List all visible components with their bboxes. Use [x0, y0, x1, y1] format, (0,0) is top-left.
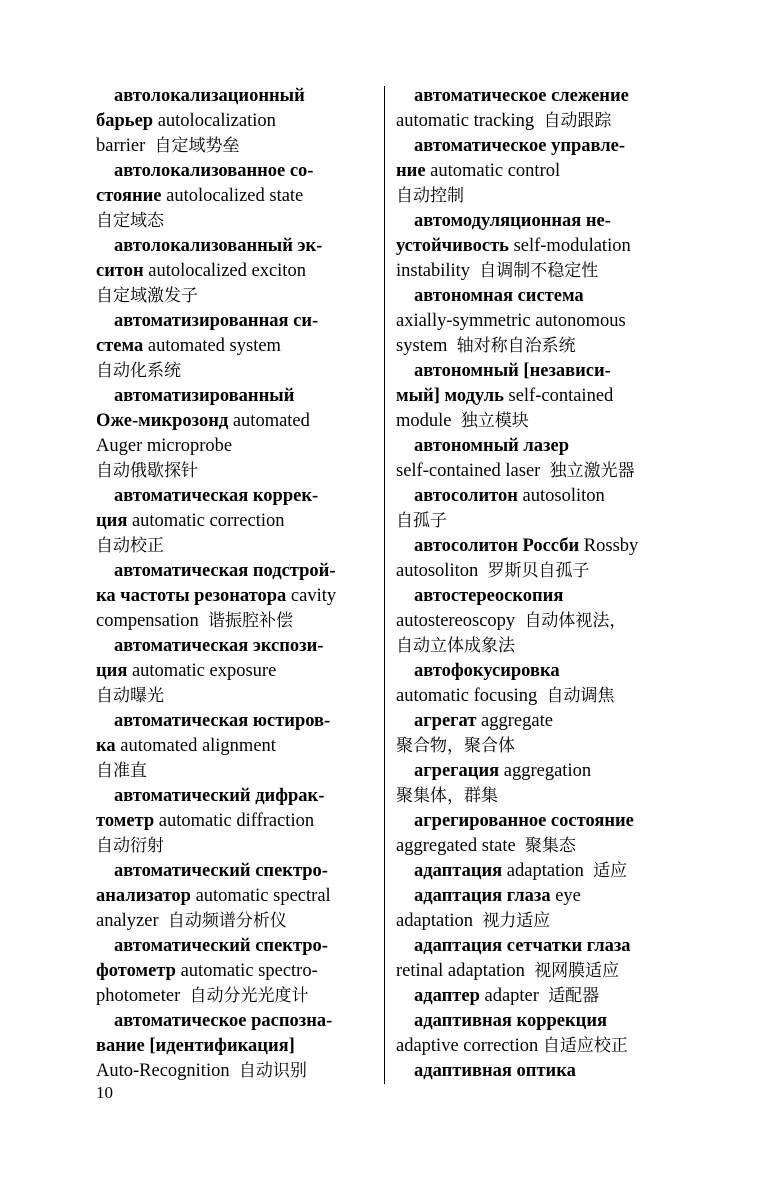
entry-headword-line — [396, 359, 686, 384]
entry-line — [396, 384, 686, 409]
chinese-translation: 自定域激发子 — [96, 286, 198, 306]
russian-term: адаптация — [414, 861, 503, 881]
entry-headword-line — [96, 384, 368, 409]
russian-term: автоматический дифрак- — [114, 786, 325, 806]
english-translation: self-modulation — [508, 236, 631, 256]
english-translation: instability — [396, 261, 480, 281]
dictionary-entry — [96, 934, 368, 1009]
chinese-translation: 自动校正 — [96, 536, 164, 556]
dictionary-entry — [96, 84, 368, 159]
russian-term: автономный лазер — [414, 436, 569, 456]
chinese-translation: 自准直 — [96, 761, 147, 781]
chinese-translation: 自动俄歇探针 — [96, 461, 198, 481]
entry-line — [96, 459, 368, 484]
entry-headword-line — [396, 134, 686, 159]
dictionary-entry — [396, 534, 686, 584]
russian-term: ка — [96, 736, 116, 756]
russian-term: автолокализованный эк- — [114, 236, 323, 256]
entry-line — [96, 434, 368, 459]
english-translation: system — [396, 336, 457, 356]
dictionary-entry — [396, 884, 686, 934]
entry-line — [396, 459, 686, 484]
dictionary-entry — [396, 984, 686, 1009]
russian-term: адаптивная оптика — [414, 1061, 576, 1081]
russian-term: автоматизированный — [114, 386, 295, 406]
russian-term: автолокализационный — [114, 86, 305, 106]
entry-line — [96, 659, 368, 684]
russian-term: автоматическое распозна- — [114, 1011, 333, 1031]
chinese-translation: 聚合物，聚合体 — [396, 736, 515, 756]
entry-line — [396, 959, 686, 984]
russian-term: вание [идентификация] — [96, 1036, 295, 1056]
entry-headword-line — [96, 234, 368, 259]
dictionary-entry — [396, 209, 686, 284]
russian-term: адаптивная коррекция — [414, 1011, 607, 1031]
english-translation: autostereoscopy — [396, 611, 525, 631]
dictionary-entry — [396, 1059, 686, 1084]
entry-headword-line — [396, 209, 686, 234]
entry-line — [96, 984, 368, 1009]
russian-term: устойчивость — [396, 236, 509, 256]
entry-line — [396, 784, 686, 809]
chinese-translation: 谐振腔补偿 — [208, 611, 294, 631]
dictionary-entry — [96, 1009, 368, 1084]
english-translation: automatic exposure — [127, 661, 277, 681]
english-translation: autosoliton — [517, 486, 605, 506]
english-translation: autolocalization — [153, 111, 276, 131]
dictionary-entry — [396, 659, 686, 709]
russian-term: анализатор — [96, 886, 191, 906]
english-translation: photometer — [96, 986, 190, 1006]
english-translation: Auger microprobe — [96, 436, 233, 456]
entry-line — [96, 134, 368, 159]
chinese-translation: 适配器 — [548, 986, 600, 1006]
dictionary-entry — [396, 934, 686, 984]
russian-term: ция — [96, 511, 128, 531]
entry-line — [96, 834, 368, 859]
entry-headword-line — [96, 784, 368, 809]
entry-headword-line — [396, 884, 686, 909]
chinese-translation: 自动体视法， — [524, 611, 627, 631]
dictionary-entry — [396, 284, 686, 359]
english-translation: retinal adaptation — [396, 961, 535, 981]
english-translation: analyzer — [96, 911, 168, 931]
entry-headword-line — [396, 709, 686, 734]
chinese-translation: 视网膜适应 — [534, 961, 620, 981]
dictionary-entry — [396, 359, 686, 434]
russian-term: адаптация сетчатки глаза — [414, 936, 631, 956]
chinese-translation: 自动曝光 — [96, 686, 164, 706]
english-translation: autosoliton — [396, 561, 488, 581]
chinese-translation: 自动跟踪 — [543, 111, 612, 131]
english-translation: Auto-Recognition — [96, 1061, 239, 1081]
dictionary-entry — [96, 859, 368, 934]
entry-headword-line — [96, 859, 368, 884]
dictionary-entry — [396, 759, 686, 809]
entry-line — [96, 509, 368, 534]
russian-term: агрегат — [414, 711, 477, 731]
entry-headword-line — [396, 984, 686, 1009]
dictionary-entry — [96, 159, 368, 234]
chinese-translation: 自定域势垒 — [154, 136, 240, 156]
dictionary-entry — [396, 134, 686, 209]
english-translation: automatic control — [425, 161, 561, 181]
entry-headword-line — [96, 484, 368, 509]
entry-line — [396, 259, 686, 284]
russian-term: автолокализованное со- — [114, 161, 314, 181]
russian-term: автоматическое слежение — [414, 86, 629, 106]
english-translation: automatic tracking — [396, 111, 544, 131]
entry-line — [96, 334, 368, 359]
entry-line — [96, 359, 368, 384]
entry-line — [396, 159, 686, 184]
russian-term: адаптер — [414, 986, 480, 1006]
entry-headword-line — [396, 434, 686, 459]
russian-term: ция — [96, 661, 128, 681]
english-translation: automatic spectral — [190, 886, 331, 906]
entry-line — [396, 609, 686, 634]
entry-headword-line — [396, 1009, 686, 1034]
chinese-translation: 自动衍射 — [96, 836, 164, 856]
entry-line — [396, 834, 686, 859]
russian-term: автономная система — [414, 286, 584, 306]
dictionary-entry — [96, 309, 368, 384]
english-translation: adapter — [479, 986, 549, 1006]
english-translation: compensation — [96, 611, 209, 631]
russian-term: автомодуляционная не- — [414, 211, 611, 231]
chinese-translation: 自动识别 — [238, 1061, 307, 1081]
entry-headword-line — [96, 1009, 368, 1034]
entry-line — [396, 1034, 686, 1059]
russian-term: адаптация глаза — [414, 886, 551, 906]
russian-term: автоматический спектро- — [114, 861, 328, 881]
english-translation: automated — [228, 411, 310, 431]
entry-headword-line — [396, 759, 686, 784]
english-translation: self-contained — [503, 386, 614, 406]
english-translation: adaptation — [396, 911, 483, 931]
dictionary-entry — [396, 1009, 686, 1059]
chinese-translation: 自定域态 — [96, 211, 164, 231]
entry-line — [96, 809, 368, 834]
russian-term: тометр — [96, 811, 155, 831]
dictionary-entry — [96, 709, 368, 784]
english-translation: eye — [550, 886, 581, 906]
entry-line — [96, 884, 368, 909]
entry-line — [96, 284, 368, 309]
column-divider — [384, 86, 385, 1084]
english-translation: automated system — [143, 336, 281, 356]
entry-headword-line — [396, 859, 686, 884]
dictionary-entry — [96, 559, 368, 634]
english-translation: automatic focusing — [396, 686, 547, 706]
english-translation: self-contained laser — [396, 461, 550, 481]
entry-line — [96, 534, 368, 559]
entry-headword-line — [96, 709, 368, 734]
entry-line — [396, 334, 686, 359]
russian-term: автоматическое управле- — [414, 136, 626, 156]
entry-line — [396, 509, 686, 534]
dictionary-entry — [396, 434, 686, 484]
chinese-translation: 聚集态 — [524, 836, 576, 856]
entry-headword-line — [96, 634, 368, 659]
english-translation: adaptation — [502, 861, 594, 881]
entry-line — [96, 959, 368, 984]
english-translation: aggregate — [476, 711, 553, 731]
chinese-translation: 自调制不稳定性 — [479, 261, 599, 281]
chinese-translation: 自动立体成象法 — [396, 636, 515, 656]
entry-line — [396, 909, 686, 934]
dictionary-entry — [96, 484, 368, 559]
chinese-translation: 自孤子 — [396, 511, 447, 531]
chinese-translation: 轴对称自治系统 — [456, 336, 576, 356]
entry-headword-line — [396, 284, 686, 309]
english-translation: Rossby — [579, 536, 639, 556]
entry-headword-line — [96, 84, 368, 109]
entry-line — [96, 109, 368, 134]
russian-term: стояние — [96, 186, 162, 206]
entry-line — [396, 184, 686, 209]
chinese-translation: 视力适应 — [482, 911, 551, 931]
entry-line — [396, 684, 686, 709]
entry-line — [396, 109, 686, 134]
dictionary-entry — [396, 84, 686, 134]
entry-line — [396, 734, 686, 759]
entry-headword-line — [396, 84, 686, 109]
entry-line — [96, 609, 368, 634]
english-translation: autolocalized state — [161, 186, 304, 206]
chinese-translation: 独立激光器 — [549, 461, 635, 481]
english-translation: barrier — [96, 136, 155, 156]
russian-term: стема — [96, 336, 144, 356]
entry-line — [96, 184, 368, 209]
russian-term: мый] модуль — [396, 386, 504, 406]
english-translation: automatic diffraction — [154, 811, 315, 831]
entry-line — [96, 734, 368, 759]
dictionary-entry — [96, 384, 368, 484]
dictionary-entry — [396, 709, 686, 759]
chinese-translation: 适应 — [593, 861, 628, 881]
chinese-translation: 独立模块 — [460, 411, 529, 431]
russian-term: Оже-микрозонд — [96, 411, 229, 431]
russian-term: автоматизированная си- — [114, 311, 319, 331]
entry-line — [396, 409, 686, 434]
english-translation: cavity — [286, 586, 337, 606]
russian-term: автоматическая коррек- — [114, 486, 319, 506]
chinese-translation: 自动频谱分析仪 — [167, 911, 287, 931]
russian-term: фотометр — [96, 961, 176, 981]
russian-term: автономный [независи- — [414, 361, 611, 381]
english-translation: automatic correction — [127, 511, 285, 531]
chinese-translation: 罗斯贝自孤子 — [487, 561, 590, 581]
entry-line — [96, 259, 368, 284]
entry-line — [96, 409, 368, 434]
english-translation: autolocalized exciton — [143, 261, 306, 281]
russian-term: автоматическая юстиров- — [114, 711, 331, 731]
entry-headword-line — [396, 534, 686, 559]
dictionary-entry — [396, 584, 686, 659]
english-translation: automatic spectro- — [175, 961, 318, 981]
chinese-translation: 自动分光光度计 — [189, 986, 309, 1006]
english-translation: axially-symmetric autonomous — [396, 311, 626, 331]
english-translation: aggregation — [499, 761, 592, 781]
entry-headword-line — [396, 1059, 686, 1084]
entry-headword-line — [396, 659, 686, 684]
dictionary-entry — [396, 859, 686, 884]
dictionary-entry — [96, 784, 368, 859]
english-translation: module — [396, 411, 461, 431]
english-translation: adaptive correction — [396, 1036, 543, 1056]
russian-term: автосолитон — [414, 486, 518, 506]
chinese-translation: 自动化系统 — [96, 361, 181, 381]
dictionary-entry — [96, 634, 368, 709]
entry-line — [396, 234, 686, 259]
entry-headword-line — [96, 309, 368, 334]
russian-term: агрегированное состояние — [414, 811, 634, 831]
entry-headword-line — [96, 559, 368, 584]
entry-line — [96, 584, 368, 609]
chinese-translation: 聚集体，群集 — [396, 786, 498, 806]
russian-term: ка частоты резонатора — [96, 586, 287, 606]
entry-line — [96, 209, 368, 234]
entry-headword-line — [396, 584, 686, 609]
dictionary-entry — [96, 234, 368, 309]
entry-line — [396, 634, 686, 659]
russian-term: автоматический спектро- — [114, 936, 328, 956]
chinese-translation: 自适应校正 — [542, 1036, 628, 1056]
entry-headword-line — [96, 159, 368, 184]
entry-line — [96, 1034, 368, 1059]
entry-headword-line — [396, 809, 686, 834]
russian-term: автостереоскопия — [414, 586, 564, 606]
russian-term: агрегация — [414, 761, 500, 781]
entry-line — [96, 909, 368, 934]
entry-line — [396, 309, 686, 334]
english-translation: automated alignment — [115, 736, 276, 756]
dictionary-entry — [396, 484, 686, 534]
right-column — [396, 84, 686, 1084]
russian-term: автоматическая подстрой- — [114, 561, 336, 581]
entry-headword-line — [396, 484, 686, 509]
page-number: 10 — [96, 1083, 113, 1102]
left-column — [96, 84, 368, 1084]
entry-headword-line — [96, 934, 368, 959]
russian-term: ситон — [96, 261, 144, 281]
entry-line — [96, 759, 368, 784]
entry-headword-line — [396, 934, 686, 959]
dictionary-entry — [396, 809, 686, 859]
russian-term: ние — [396, 161, 426, 181]
russian-term: автофокусировка — [414, 661, 560, 681]
chinese-translation: 自动调焦 — [546, 686, 615, 706]
entry-line — [96, 684, 368, 709]
english-translation: aggregated state — [396, 836, 525, 856]
russian-term: барьер — [96, 111, 154, 131]
entry-line — [396, 559, 686, 584]
entry-line — [96, 1059, 368, 1084]
russian-term: автосолитон Россби — [414, 536, 580, 556]
chinese-translation: 自动控制 — [396, 186, 464, 206]
russian-term: автоматическая экспози- — [114, 636, 324, 656]
